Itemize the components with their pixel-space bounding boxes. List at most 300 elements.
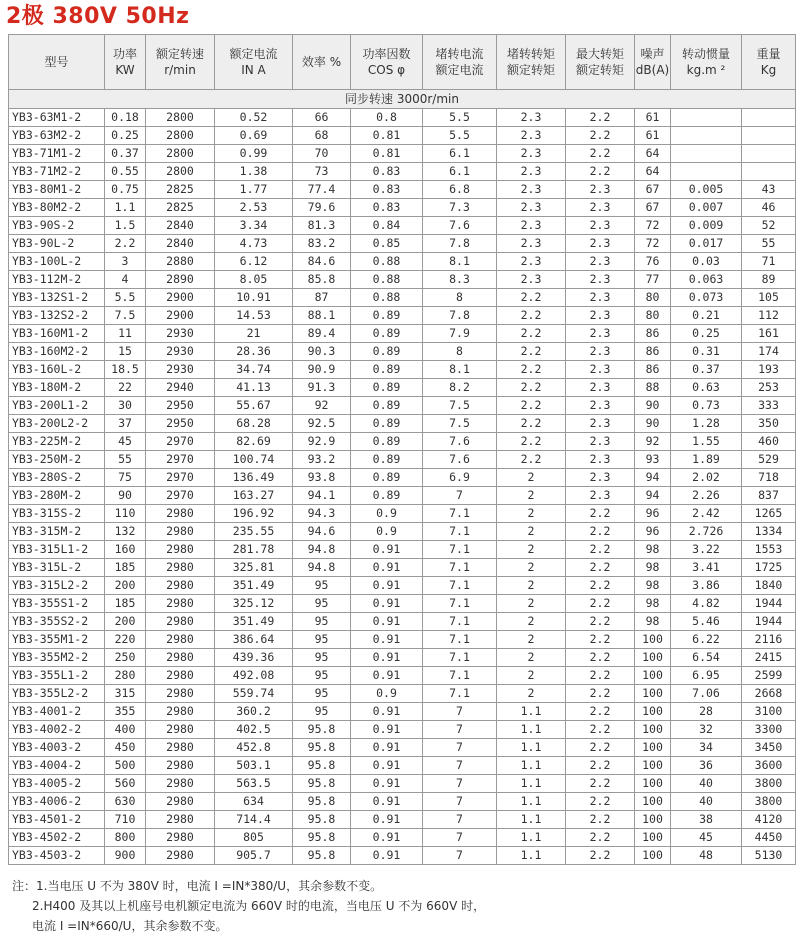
table-cell: 3.22 <box>671 541 742 559</box>
table-cell: 2970 <box>146 451 215 469</box>
table-cell: 333 <box>742 397 796 415</box>
table-cell: 0.063 <box>671 271 742 289</box>
table-cell <box>671 163 742 181</box>
table-cell: 351.49 <box>215 577 293 595</box>
table-cell: 2.2 <box>497 343 566 361</box>
table-cell: 110 <box>105 505 146 523</box>
table-cell: 100.74 <box>215 451 293 469</box>
table-cell: 2890 <box>146 271 215 289</box>
table-cell: 89.4 <box>293 325 351 343</box>
table-cell: 2.02 <box>671 469 742 487</box>
table-cell: 5.5 <box>423 109 497 127</box>
table-cell: 2.2 <box>497 307 566 325</box>
table-cell: 93.2 <box>293 451 351 469</box>
table-cell: 0.91 <box>351 775 423 793</box>
table-cell: 7.1 <box>423 505 497 523</box>
table-cell: 1.1 <box>497 739 566 757</box>
table-cell: 68 <box>293 127 351 145</box>
table-cell: 98 <box>635 559 671 577</box>
header-text: 额定电流 <box>435 63 484 77</box>
table-cell: 2 <box>497 649 566 667</box>
table-cell: 55 <box>742 235 796 253</box>
table-cell: 83.2 <box>293 235 351 253</box>
model-cell: YB3-315L2-2 <box>9 577 105 595</box>
table-cell: 325.12 <box>215 595 293 613</box>
table-cell: 100 <box>635 829 671 847</box>
header-cell <box>497 35 566 90</box>
table-cell: 2.2 <box>497 289 566 307</box>
table-cell: 2116 <box>742 631 796 649</box>
table-cell: 7 <box>423 703 497 721</box>
table-cell: 185 <box>105 559 146 577</box>
table-cell: 88 <box>635 379 671 397</box>
table-cell <box>742 109 796 127</box>
table-cell: 2980 <box>146 811 215 829</box>
table-cell: 92 <box>293 397 351 415</box>
table-cell: 2980 <box>146 721 215 739</box>
table-cell: 2.2 <box>497 379 566 397</box>
table-cell: 1.5 <box>105 217 146 235</box>
table-cell: 2980 <box>146 829 215 847</box>
table-cell: 86 <box>635 343 671 361</box>
table-cell: 2 <box>497 487 566 505</box>
model-cell: YB3-132S1-2 <box>9 289 105 307</box>
table-cell: 64 <box>635 163 671 181</box>
table-cell: 0.89 <box>351 307 423 325</box>
table-cell: 2.3 <box>566 325 635 343</box>
table-cell: 2.2 <box>566 523 635 541</box>
table-cell: 93 <box>635 451 671 469</box>
table-cell: 3300 <box>742 721 796 739</box>
table-cell: 1.28 <box>671 415 742 433</box>
table-cell: 2.3 <box>566 451 635 469</box>
table-cell: 2.2 <box>566 829 635 847</box>
table-row <box>9 703 796 721</box>
table-cell: 2.3 <box>566 415 635 433</box>
table-cell: 98 <box>635 541 671 559</box>
table-row <box>9 217 796 235</box>
model-cell: YB3-355S1-2 <box>9 595 105 613</box>
table-cell: 452.8 <box>215 739 293 757</box>
table-cell: 0.91 <box>351 595 423 613</box>
table-cell: 2.2 <box>105 235 146 253</box>
table-cell: 95.8 <box>293 775 351 793</box>
table-row <box>9 397 796 415</box>
table-row <box>9 829 796 847</box>
notes <box>12 876 792 936</box>
table-cell: 2.3 <box>497 109 566 127</box>
table-cell: 174 <box>742 343 796 361</box>
table-cell: 2 <box>497 613 566 631</box>
table-cell: 355 <box>105 703 146 721</box>
table-row <box>9 559 796 577</box>
table-cell: 0.88 <box>351 289 423 307</box>
table-cell: 1725 <box>742 559 796 577</box>
table-cell: 1553 <box>742 541 796 559</box>
table-cell <box>742 127 796 145</box>
table-row <box>9 721 796 739</box>
table-cell: 7 <box>423 757 497 775</box>
table-cell: 7 <box>423 847 497 865</box>
table-cell: 220 <box>105 631 146 649</box>
table-cell: 193 <box>742 361 796 379</box>
table-cell: 2.2 <box>497 397 566 415</box>
table-cell: 1.1 <box>497 703 566 721</box>
table-cell: 0.91 <box>351 847 423 865</box>
table-row <box>9 757 796 775</box>
table-cell: 77 <box>635 271 671 289</box>
table-cell: 7.06 <box>671 685 742 703</box>
model-cell: YB3-71M1-2 <box>9 145 105 163</box>
table-row <box>9 145 796 163</box>
model-cell: YB3-4503-2 <box>9 847 105 865</box>
table-cell: 0.63 <box>671 379 742 397</box>
table-cell: 2 <box>497 541 566 559</box>
table-cell: 100 <box>635 631 671 649</box>
table-row <box>9 649 796 667</box>
table-row <box>9 847 796 865</box>
table-row <box>9 109 796 127</box>
table-cell: 7.9 <box>423 325 497 343</box>
table-cell: 7 <box>423 793 497 811</box>
table-cell: 2980 <box>146 541 215 559</box>
table-cell: 95 <box>293 685 351 703</box>
table-cell: 500 <box>105 757 146 775</box>
table-cell: 0.37 <box>105 145 146 163</box>
table-cell: 3.86 <box>671 577 742 595</box>
table-cell: 67 <box>635 181 671 199</box>
table-cell: 325.81 <box>215 559 293 577</box>
table-cell: 94.6 <box>293 523 351 541</box>
table-cell: 900 <box>105 847 146 865</box>
table-cell: 3600 <box>742 757 796 775</box>
table-cell: 2840 <box>146 217 215 235</box>
table-cell: 7 <box>423 829 497 847</box>
table-row <box>9 199 796 217</box>
sync-speed-row <box>9 90 796 109</box>
table-cell: 61 <box>635 109 671 127</box>
table-cell: 37 <box>105 415 146 433</box>
table-cell: 161 <box>742 325 796 343</box>
table-cell: 82.69 <box>215 433 293 451</box>
table-cell: 112 <box>742 307 796 325</box>
table-cell: 66 <box>293 109 351 127</box>
table-cell: 8 <box>423 289 497 307</box>
table-cell: 86 <box>635 325 671 343</box>
table-cell: 2840 <box>146 235 215 253</box>
table-cell: 2980 <box>146 847 215 865</box>
table-cell: 7.1 <box>423 577 497 595</box>
table-cell: 529 <box>742 451 796 469</box>
table-cell: 6.1 <box>423 163 497 181</box>
header-text: COS φ <box>367 63 406 77</box>
table-cell: 0.85 <box>351 235 423 253</box>
table-cell: 92.5 <box>293 415 351 433</box>
table-cell: 503.1 <box>215 757 293 775</box>
table-cell: 0.83 <box>351 181 423 199</box>
table-cell: 402.5 <box>215 721 293 739</box>
table-cell: 100 <box>635 793 671 811</box>
table-cell: 8 <box>423 343 497 361</box>
table-cell: 6.8 <box>423 181 497 199</box>
table-cell: 1.1 <box>497 775 566 793</box>
table-cell: 8.1 <box>423 361 497 379</box>
table-cell: 2.3 <box>566 253 635 271</box>
table-cell: 40 <box>671 775 742 793</box>
header-cell <box>423 35 497 90</box>
table-cell: 86 <box>635 361 671 379</box>
table-cell: 75 <box>105 469 146 487</box>
model-cell: YB3-160M1-2 <box>9 325 105 343</box>
table-cell: 351.49 <box>215 613 293 631</box>
model-cell: YB3-160M2-2 <box>9 343 105 361</box>
model-cell: YB3-4005-2 <box>9 775 105 793</box>
table-cell: 0.89 <box>351 325 423 343</box>
table-row <box>9 667 796 685</box>
table-cell: 2980 <box>146 631 215 649</box>
model-cell: YB3-315S-2 <box>9 505 105 523</box>
table-cell: 95.8 <box>293 793 351 811</box>
table-cell: 71 <box>742 253 796 271</box>
header-text: 效率 % <box>301 55 342 69</box>
table-row <box>9 415 796 433</box>
table-cell <box>671 109 742 127</box>
table-row <box>9 613 796 631</box>
table-cell: 92.9 <box>293 433 351 451</box>
table-cell: 7.1 <box>423 523 497 541</box>
table-cell: 2900 <box>146 289 215 307</box>
model-cell: YB3-355S2-2 <box>9 613 105 631</box>
table-row <box>9 181 796 199</box>
table-cell: 0.91 <box>351 649 423 667</box>
model-cell: YB3-315M-2 <box>9 523 105 541</box>
model-cell: YB3-63M1-2 <box>9 109 105 127</box>
table-cell: 2980 <box>146 559 215 577</box>
table-cell: 2.2 <box>566 703 635 721</box>
table-cell: 360.2 <box>215 703 293 721</box>
table-cell: 88.1 <box>293 307 351 325</box>
table-cell: 460 <box>742 433 796 451</box>
table-cell: 76 <box>635 253 671 271</box>
table-cell: 0.89 <box>351 451 423 469</box>
table-cell: 2599 <box>742 667 796 685</box>
header-text: r/min <box>164 63 196 77</box>
table-cell: 2.2 <box>566 595 635 613</box>
table-cell: 0.91 <box>351 577 423 595</box>
table-cell: 21 <box>215 325 293 343</box>
table-cell: 7 <box>423 721 497 739</box>
table-cell: 0.91 <box>351 757 423 775</box>
table-cell: 0.69 <box>215 127 293 145</box>
table-row <box>9 505 796 523</box>
table-cell: 55.67 <box>215 397 293 415</box>
table-row <box>9 271 796 289</box>
table-cell: 36 <box>671 757 742 775</box>
table-cell: 2 <box>497 685 566 703</box>
header-cell <box>293 35 351 90</box>
model-cell: YB3-355L1-2 <box>9 667 105 685</box>
table-cell: 2.2 <box>566 847 635 865</box>
table-cell: 28 <box>671 703 742 721</box>
table-row <box>9 163 796 181</box>
table-cell: 7 <box>423 739 497 757</box>
table-cell: 100 <box>635 811 671 829</box>
table-cell: 2.2 <box>566 613 635 631</box>
table-cell: 0.83 <box>351 163 423 181</box>
table-cell: 100 <box>635 739 671 757</box>
table-cell: 0.9 <box>351 685 423 703</box>
table-cell: 98 <box>635 613 671 631</box>
table-cell: 800 <box>105 829 146 847</box>
table-cell: 2.3 <box>566 343 635 361</box>
table-cell: 3800 <box>742 775 796 793</box>
header-text: 最大转矩 <box>575 47 624 61</box>
header-text: Kg <box>760 63 777 77</box>
model-cell: YB3-280S-2 <box>9 469 105 487</box>
table-cell: 98 <box>635 595 671 613</box>
table-cell: 2.2 <box>497 415 566 433</box>
table-cell: 2 <box>497 595 566 613</box>
table-cell: 2980 <box>146 739 215 757</box>
table-cell: 3800 <box>742 793 796 811</box>
table-cell: 2980 <box>146 649 215 667</box>
table-cell: 45 <box>671 829 742 847</box>
table-cell: 2.2 <box>497 361 566 379</box>
table-cell: 2.3 <box>497 145 566 163</box>
table-cell: 95 <box>293 577 351 595</box>
table-cell: 11 <box>105 325 146 343</box>
table-cell: 94 <box>635 487 671 505</box>
table-cell: 0.91 <box>351 541 423 559</box>
model-cell: YB3-355M2-2 <box>9 649 105 667</box>
header-text: 堵转转矩 <box>506 47 555 61</box>
table-cell: 0.75 <box>105 181 146 199</box>
table-cell <box>742 145 796 163</box>
table-cell: 105 <box>742 289 796 307</box>
table-cell: 0.005 <box>671 181 742 199</box>
header-row <box>9 35 796 90</box>
table-cell: 3100 <box>742 703 796 721</box>
table-cell: 2.2 <box>566 109 635 127</box>
table-cell: 2.53 <box>215 199 293 217</box>
table-cell: 0.009 <box>671 217 742 235</box>
table-cell: 2.2 <box>566 559 635 577</box>
table-cell: 0.89 <box>351 469 423 487</box>
table-cell: 1.1 <box>497 829 566 847</box>
header-text: 额定转矩 <box>575 63 624 77</box>
table-cell: 95 <box>293 613 351 631</box>
model-cell: YB3-90S-2 <box>9 217 105 235</box>
model-cell: YB3-100L-2 <box>9 253 105 271</box>
header-text: 型号 <box>44 55 69 69</box>
table-cell: 6.54 <box>671 649 742 667</box>
table-cell: 492.08 <box>215 667 293 685</box>
table-cell: 0.37 <box>671 361 742 379</box>
table-row <box>9 253 796 271</box>
table-cell: 3.34 <box>215 217 293 235</box>
table-cell: 4.73 <box>215 235 293 253</box>
table-cell: 2.2 <box>497 433 566 451</box>
header-text: IN A <box>241 63 266 77</box>
table-row <box>9 433 796 451</box>
model-cell: YB3-4004-2 <box>9 757 105 775</box>
table-cell: 0.88 <box>351 253 423 271</box>
table-cell: 89 <box>742 271 796 289</box>
sync-speed-label: 同步转速 3000r/min <box>9 90 796 109</box>
table-cell: 52 <box>742 217 796 235</box>
header-text: 重量 <box>756 47 781 61</box>
table-row <box>9 487 796 505</box>
table-cell: 2.726 <box>671 523 742 541</box>
model-cell: YB3-200L2-2 <box>9 415 105 433</box>
table-cell: 1.55 <box>671 433 742 451</box>
table-cell: 79.6 <box>293 199 351 217</box>
table-cell: 0.017 <box>671 235 742 253</box>
table-cell: 92 <box>635 433 671 451</box>
table-cell: 0.073 <box>671 289 742 307</box>
table-cell: 2950 <box>146 415 215 433</box>
table-cell: 45 <box>105 433 146 451</box>
header-cell <box>9 35 105 90</box>
table-cell: 0.91 <box>351 811 423 829</box>
table-cell: 100 <box>635 757 671 775</box>
table-cell: 7.1 <box>423 595 497 613</box>
table-cell: 2980 <box>146 775 215 793</box>
table-cell: 0.31 <box>671 343 742 361</box>
table-cell: 0.007 <box>671 199 742 217</box>
table-cell: 400 <box>105 721 146 739</box>
table-cell: 2980 <box>146 523 215 541</box>
table-cell: 2.2 <box>566 649 635 667</box>
table-cell: 2 <box>497 559 566 577</box>
table-cell: 200 <box>105 613 146 631</box>
table-cell: 2930 <box>146 361 215 379</box>
model-cell: YB3-63M2-2 <box>9 127 105 145</box>
table-cell: 2.2 <box>566 541 635 559</box>
model-cell: YB3-4003-2 <box>9 739 105 757</box>
model-cell: YB3-132S2-2 <box>9 307 105 325</box>
table-row <box>9 307 796 325</box>
table-cell: 34.74 <box>215 361 293 379</box>
header-cell <box>671 35 742 90</box>
table-cell: 905.7 <box>215 847 293 865</box>
table-row <box>9 235 796 253</box>
table-cell: 7.8 <box>423 235 497 253</box>
header-text: 堵转电流 <box>435 47 484 61</box>
table-cell: 2880 <box>146 253 215 271</box>
table-row <box>9 325 796 343</box>
table-cell: 95 <box>293 703 351 721</box>
table-cell: 70 <box>293 145 351 163</box>
model-cell: YB3-200L1-2 <box>9 397 105 415</box>
table-cell: 2.3 <box>566 235 635 253</box>
table-cell: 7.3 <box>423 199 497 217</box>
table-cell: 81.3 <box>293 217 351 235</box>
table-cell: 18.5 <box>105 361 146 379</box>
table-cell: 7.1 <box>423 631 497 649</box>
table-cell: 2.3 <box>497 253 566 271</box>
table-cell: 85.8 <box>293 271 351 289</box>
model-cell: YB3-4006-2 <box>9 793 105 811</box>
table-cell: 93.8 <box>293 469 351 487</box>
table-cell: 100 <box>635 649 671 667</box>
table-cell: 7.1 <box>423 541 497 559</box>
table-cell: 30 <box>105 397 146 415</box>
table-cell: 0.91 <box>351 631 423 649</box>
table-cell: 630 <box>105 793 146 811</box>
table-cell: 5.5 <box>105 289 146 307</box>
table-cell: 2.2 <box>566 757 635 775</box>
